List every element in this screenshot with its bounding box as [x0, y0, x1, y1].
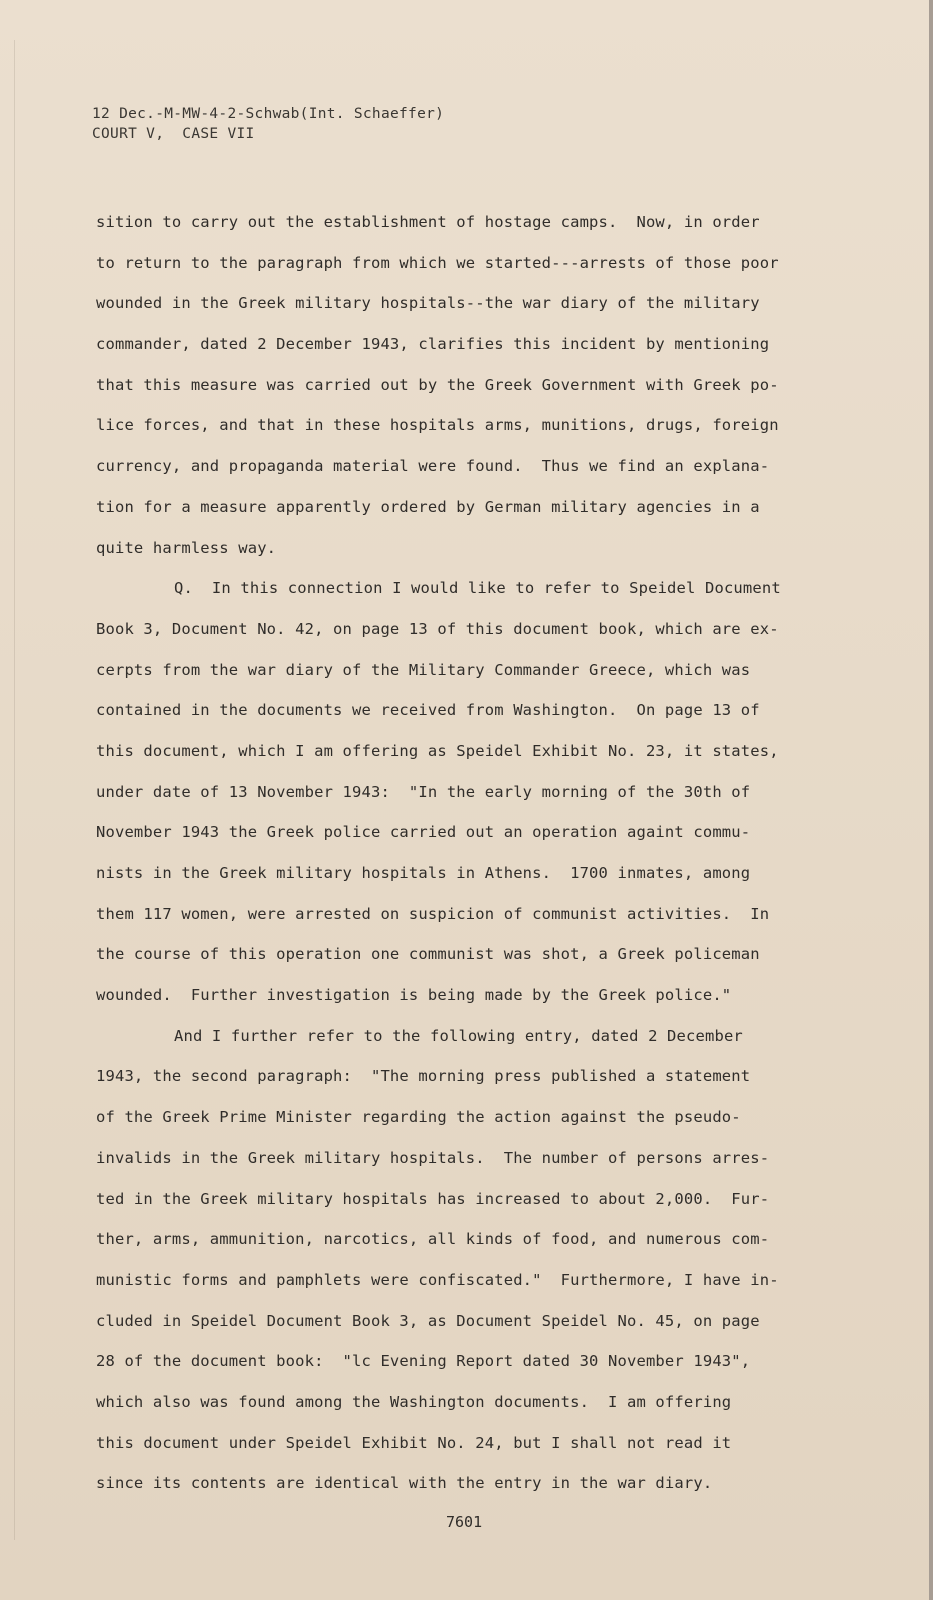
text-line: nists in the Greek military hospitals in Athens. 1700 inmates, among	[96, 864, 751, 882]
header-court-case-line: COURT V, CASE VII	[92, 126, 255, 142]
transcript-body	[96, 202, 856, 1504]
text-line: of the Greek Prime Minister regarding the action against the pseudo-	[96, 1108, 741, 1127]
text-line: this document under Speidel Exhibit No. 24, but I shall not read it	[96, 1433, 732, 1452]
page-edge	[929, 0, 933, 1600]
text-line: to return to the paragraph from which we started---arrests of those poor	[96, 253, 779, 272]
header-reference-line: 12 Dec.-M-MW-4-2-Schwab(Int. Schaeffer)	[92, 106, 445, 122]
text-line: cluded in Speidel Document Book 3, as Document Speidel No. 45, on page	[96, 1311, 760, 1330]
text-line: that this measure was carried out by the Greek Government with Greek po-	[96, 375, 779, 394]
page-number: 7601	[446, 1513, 483, 1531]
text-line: them 117 women, were arrested on suspicion of communist activities. In	[96, 904, 770, 923]
text-line: munistic forms and pamphlets were confiscated." Furthermore, I have in-	[96, 1270, 779, 1289]
text-line: 1943, the second paragraph: "The morning press published a statement	[96, 1067, 751, 1086]
text-line: wounded in the Greek military hospitals--the war diary of the military	[96, 294, 760, 313]
text-line: November 1943 the Greek police carried out an operation againt commu-	[96, 823, 751, 842]
text-line: contained in the documents we received from Washington. On page 13 of	[96, 701, 760, 720]
text-line: this document, which I am offering as Speidel Exhibit No. 23, it states,	[96, 741, 779, 760]
paragraph-start-line: Q. In this connection I would like to refer to Speidel Document	[174, 579, 781, 598]
text-line: invalids in the Greek military hospitals. The number of persons arres-	[96, 1148, 770, 1167]
document-header	[92, 104, 444, 144]
text-line: sition to carry out the establishment of hostage camps. Now, in order	[96, 213, 760, 231]
text-line: cerpts from the war diary of the Military Commander Greece, which was	[96, 660, 751, 679]
text-line: commander, dated 2 December 1943, clarifies this incident by mentioning	[96, 335, 770, 354]
text-line: tion for a measure apparently ordered by German military agencies in a	[96, 497, 760, 516]
text-line: since its contents are identical with the entry in the war diary.	[96, 1474, 713, 1493]
text-line: ted in the Greek military hospitals has increased to about 2,000. Fur-	[96, 1189, 770, 1208]
text-line: under date of 13 November 1943: "In the early morning of the 30th of	[96, 782, 751, 801]
text-line: currency, and propaganda material were found. Thus we find an explana-	[96, 457, 770, 476]
text-line: quite harmless way.	[96, 538, 277, 557]
paragraph-start-line: And I further refer to the following entry, dated 2 December	[174, 1026, 743, 1045]
text-line: 28 of the document book: "lc Evening Report dated 30 November 1943",	[96, 1352, 751, 1371]
text-line: Book 3, Document No. 42, on page 13 of this document book, which are ex-	[96, 619, 779, 638]
text-line: the course of this operation one communist was shot, a Greek policeman	[96, 945, 760, 964]
text-line: ther, arms, ammunition, narcotics, all kinds of food, and numerous com-	[96, 1230, 770, 1249]
text-line: which also was found among the Washington documents. I am offering	[96, 1392, 732, 1411]
text-line: wounded. Further investigation is being made by the Greek police."	[96, 986, 732, 1005]
text-line: lice forces, and that in these hospitals arms, munitions, drugs, foreign	[96, 416, 779, 435]
